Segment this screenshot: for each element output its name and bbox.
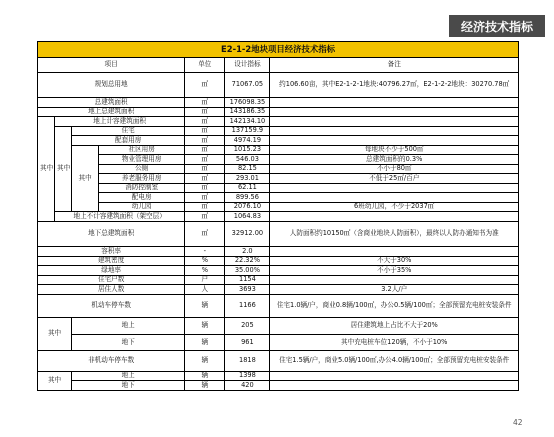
table-row [38, 164, 519, 174]
row-label: 容积率 [38, 247, 185, 257]
row-unit: ㎡ [185, 202, 225, 212]
row-note: 3.2人/户 [270, 285, 519, 295]
row-label: 地上计容建筑面积 [55, 117, 185, 127]
row-value: 899.56 [225, 193, 270, 203]
table-row [38, 183, 519, 193]
table-row [38, 294, 519, 318]
row-label: 居住人数 [38, 285, 185, 295]
row-note [270, 126, 519, 136]
col-header-value: 设计指标 [225, 58, 270, 73]
row-value: 71067.05 [225, 72, 270, 98]
row-label: 住宅户数 [38, 275, 185, 285]
row-value: 1166 [225, 294, 270, 318]
row-note: 每地块不少于500㎡ [270, 145, 519, 155]
row-value: 1064.83 [225, 212, 270, 222]
table-row [38, 351, 519, 372]
row-note [270, 212, 519, 222]
row-value: 961 [225, 334, 270, 351]
table-row [38, 318, 519, 335]
row-value: 205 [225, 318, 270, 335]
row-label: 地下 [72, 381, 185, 391]
row-label: 规划总用地 [38, 72, 185, 98]
economic-indicators-table [37, 41, 519, 391]
row-value: 420 [225, 381, 270, 391]
row-label: 公厕 [99, 164, 185, 174]
row-note [270, 193, 519, 203]
table-row [38, 107, 519, 117]
page-number: 42 [513, 418, 523, 427]
row-note [270, 381, 519, 391]
row-value: 1398 [225, 371, 270, 381]
table-row [38, 174, 519, 184]
row-value: 1818 [225, 351, 270, 372]
row-label: 地上总建筑面积 [38, 107, 185, 117]
row-label: 配套用房 [72, 136, 185, 146]
row-value: 137159.9 [225, 126, 270, 136]
row-unit: 户 [185, 275, 225, 285]
row-unit: ㎡ [185, 193, 225, 203]
row-label: 非机动车停车数 [38, 351, 185, 372]
row-value: 546.03 [225, 155, 270, 165]
row-label: 地下 [72, 334, 185, 351]
row-unit: 人 [185, 285, 225, 295]
row-value: 293.01 [225, 174, 270, 184]
row-unit: ㎡ [185, 98, 225, 108]
row-label: 机动车停车数 [38, 294, 185, 318]
row-note: 约106.60亩，其中E2-1-2-1地块:40796.27㎡，E2-1-2-2地块：30270.78㎡ [270, 72, 519, 98]
row-note: 总建筑面积的0.3% [270, 155, 519, 165]
row-label: 绿地率 [38, 266, 185, 276]
row-unit: ㎡ [185, 174, 225, 184]
row-note: 人防面积约10150㎡（含商业地块人防面积），最终以人防办通知书为准 [270, 221, 519, 247]
row-value: 1154 [225, 275, 270, 285]
row-unit: ㎡ [185, 145, 225, 155]
table-row [38, 72, 519, 98]
table-row [38, 202, 519, 212]
row-unit: ㎡ [185, 221, 225, 247]
row-unit: % [185, 256, 225, 266]
row-value: 62.11 [225, 183, 270, 193]
row-value: 22.32% [225, 256, 270, 266]
row-label: 地上 [72, 318, 185, 335]
table-row [38, 212, 519, 222]
row-note: 住宅1.5辆/户，商业5.0辆/100㎡,办公4.0辆/100㎡；全部预留充电桩安装条件 [270, 351, 519, 372]
qizhong-label: 其中 [38, 117, 55, 222]
table-row [38, 155, 519, 165]
row-label: 住宅 [72, 126, 185, 136]
row-note [270, 247, 519, 257]
row-unit: ㎡ [185, 164, 225, 174]
row-note: 不低于25㎡/百户 [270, 174, 519, 184]
row-label: 幼儿园 [99, 202, 185, 212]
qizhong-label: 其中 [38, 371, 72, 390]
table-row [38, 126, 519, 136]
qizhong-label: 其中 [38, 318, 72, 351]
qizhong-label: 其中 [72, 145, 99, 212]
row-unit: ㎡ [185, 117, 225, 127]
row-note [270, 107, 519, 117]
row-unit: 辆 [185, 334, 225, 351]
row-unit: 辆 [185, 351, 225, 372]
row-note [270, 117, 519, 127]
col-header-note: 备注 [270, 58, 519, 73]
section-header [449, 15, 545, 37]
row-note [270, 275, 519, 285]
table-row [38, 266, 519, 276]
section-title: 经济技术指标 [460, 19, 533, 34]
table-row [38, 117, 519, 127]
table-row [38, 334, 519, 351]
row-label: 养老服务用房 [99, 174, 185, 184]
row-label: 总建筑面积 [38, 98, 185, 108]
row-unit: 辆 [185, 371, 225, 381]
row-note: 居住建筑地上占比不大于20% [270, 318, 519, 335]
table-row [38, 221, 519, 247]
row-unit: ㎡ [185, 107, 225, 117]
row-value: 2.0 [225, 247, 270, 257]
row-note: 6班幼儿园，不少于2037㎡ [270, 202, 519, 212]
row-unit: ㎡ [185, 155, 225, 165]
table-row [38, 371, 519, 381]
row-note [270, 183, 519, 193]
qizhong-label: 其中 [55, 126, 72, 212]
row-label: 消防控制室 [99, 183, 185, 193]
row-unit: ㎡ [185, 72, 225, 98]
row-unit: ㎡ [185, 183, 225, 193]
table-row [38, 98, 519, 108]
row-note: 住宅1.0辆/户，商业0.8辆/100㎡，办公0.5辆/100㎡；全部预留充电桩安装条件 [270, 294, 519, 318]
row-value: 2076.10 [225, 202, 270, 212]
row-value: 82.15 [225, 164, 270, 174]
row-label: 地上不计容建筑面积（架空层） [55, 212, 185, 222]
row-unit: 辆 [185, 381, 225, 391]
row-unit: ㎡ [185, 212, 225, 222]
table-row [38, 136, 519, 146]
row-label: 社区用房 [99, 145, 185, 155]
row-value: 142134.10 [225, 117, 270, 127]
row-value: 143186.35 [225, 107, 270, 117]
row-label: 地下总建筑面积 [38, 221, 185, 247]
row-unit: 辆 [185, 318, 225, 335]
row-note: 不小于80㎡ [270, 164, 519, 174]
row-unit: ㎡ [185, 126, 225, 136]
table-row [38, 247, 519, 257]
row-value: 32912.00 [225, 221, 270, 247]
table-row [38, 193, 519, 203]
table-row [38, 285, 519, 295]
col-header-unit: 单位 [185, 58, 225, 73]
row-label: 物业管理用房 [99, 155, 185, 165]
row-note [270, 136, 519, 146]
row-note: 不大于30% [270, 256, 519, 266]
row-value: 1015.23 [225, 145, 270, 155]
table-row [38, 145, 519, 155]
table-title: E2-1-2地块项目经济技术指标 [38, 42, 519, 58]
row-note: 不小于35% [270, 266, 519, 276]
row-label: 建筑密度 [38, 256, 185, 266]
row-value: 3693 [225, 285, 270, 295]
row-unit: ㎡ [185, 136, 225, 146]
row-unit: - [185, 247, 225, 257]
row-value: 35.00% [225, 266, 270, 276]
row-label: 配电房 [99, 193, 185, 203]
row-note [270, 371, 519, 381]
table-header-row [38, 58, 519, 73]
table-row [38, 275, 519, 285]
row-note: 其中充电桩车位120辆，不小于10% [270, 334, 519, 351]
row-unit: % [185, 266, 225, 276]
row-value: 4974.19 [225, 136, 270, 146]
table-row [38, 256, 519, 266]
row-note [270, 98, 519, 108]
table-row [38, 381, 519, 391]
row-value: 176098.35 [225, 98, 270, 108]
row-label: 地上 [72, 371, 185, 381]
row-unit: 辆 [185, 294, 225, 318]
col-header-item: 项目 [38, 58, 185, 73]
